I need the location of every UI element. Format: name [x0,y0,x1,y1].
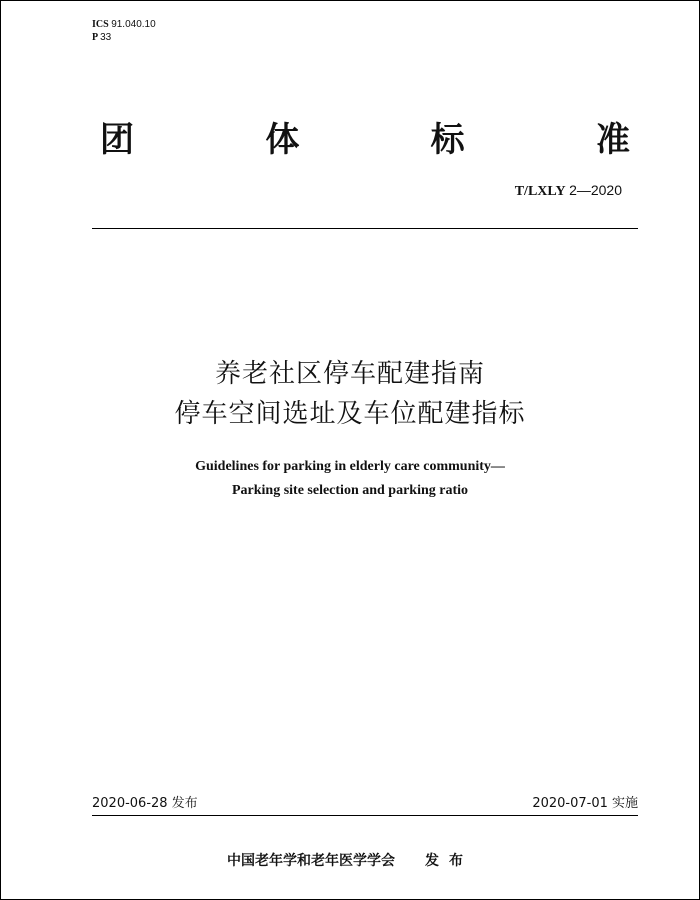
ccs-label: P [92,32,98,43]
implementation-date: 2020-07-01 实施 [532,796,638,811]
title-english-line-1: Guidelines for parking in elderly care community— [195,459,505,474]
ics-value: 91.040.10 [111,19,156,30]
ics-classification [92,18,156,44]
ccs-code-line [92,31,156,44]
doc-type-char: 团 [100,120,134,160]
ics-label: ICS [92,19,109,30]
publish-action: 发布 [425,853,473,869]
ics-code-line [92,18,156,31]
title-chinese-line-2: 停车空间选址及车位配建指标 [174,399,526,429]
publisher-line [0,850,700,870]
standard-number-prefix: T/LXLY [514,184,566,199]
issue-date: 2020-06-28 发布 [92,796,198,811]
title-chinese-line-1: 养老社区停车配建指南 [214,359,485,389]
doc-type-char: 准 [595,120,630,160]
standard-number-value: 2—2020 [569,182,622,198]
bottom-divider [92,815,638,816]
title-english-line-2: Parking site selection and parking ratio [231,483,469,498]
standard-number [515,182,622,200]
document-type-heading [100,112,630,161]
doc-type-char: 标 [430,120,465,160]
doc-type-char: 体 [265,120,300,160]
ccs-value: 33 [100,32,112,43]
top-divider [92,228,638,229]
publisher-name: 中国老年学和老年医学学会 [227,853,395,869]
